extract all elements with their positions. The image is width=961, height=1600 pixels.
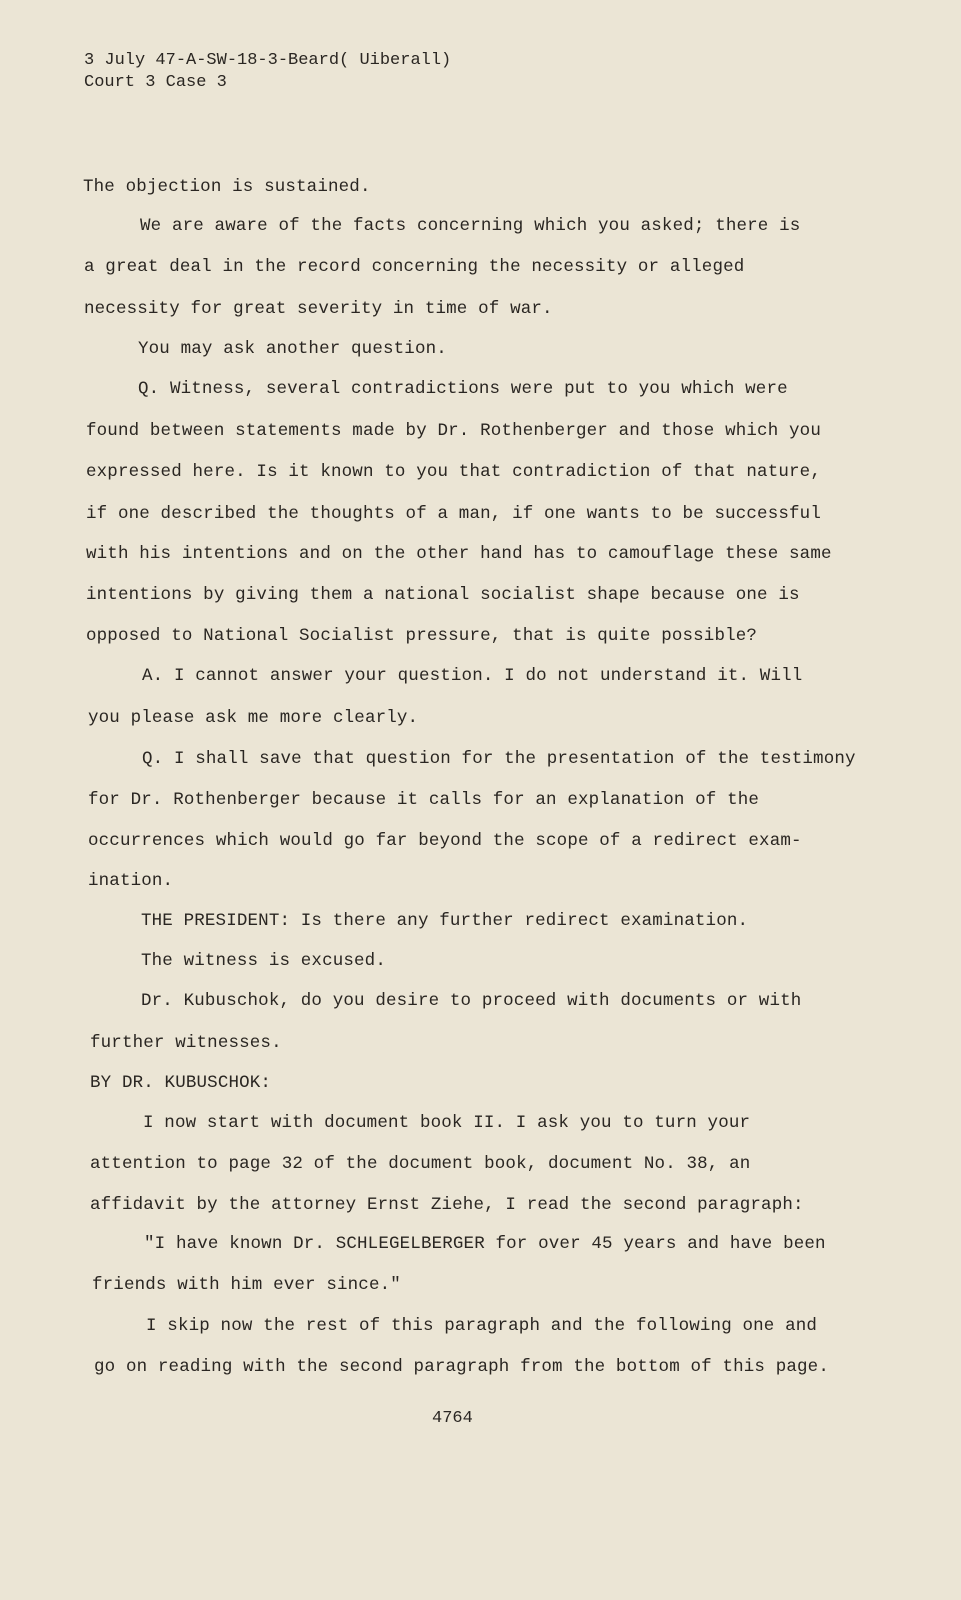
transcript-line: A. I cannot answer your question. I do not understand it. Will (142, 666, 803, 686)
transcript-line: a great deal in the record concerning the necessity or alleged (84, 257, 745, 277)
header-court-case: Court 3 Case 3 (84, 73, 227, 92)
transcript-line: I now start with document book II. I ask you to turn your (143, 1113, 751, 1133)
transcript-line: THE PRESIDENT: Is there any further redirect examination. (141, 911, 749, 931)
transcript-line: I skip now the rest of this paragraph and the following one and (146, 1316, 818, 1336)
transcript-line: further witnesses. (90, 1033, 282, 1053)
transcript-line: affidavit by the attorney Ernst Ziehe, I read the second paragraph: (90, 1195, 804, 1215)
transcript-line: found between statements made by Dr. Rothenberger and those which you (86, 421, 821, 441)
transcript-line: The witness is excused. (141, 951, 386, 971)
transcript-line: if one described the thoughts of a man, if one wants to be successful (86, 504, 821, 524)
transcript-line: friends with him ever since." (92, 1275, 401, 1295)
transcript-line: Dr. Kubuschok, do you desire to proceed with documents or with (141, 991, 802, 1011)
transcript-line: attention to page 32 of the document book, document No. 38, an (90, 1154, 751, 1174)
transcript-line: Q. Witness, several contradictions were put to you which were (138, 379, 788, 399)
transcript-line: opposed to National Socialist pressure, that is quite possible? (86, 626, 758, 646)
transcript-line: You may ask another question. (138, 339, 447, 359)
transcript-line: occurrences which would go far beyond the scope of a redirect exam- (88, 831, 802, 851)
transcript-line: intentions by giving them a national socialist shape because one is (86, 585, 800, 605)
transcript-line: for Dr. Rothenberger because it calls for an explanation of the (88, 790, 760, 810)
header-date-reference: 3 July 47-A-SW-18-3-Beard( Uiberall) (84, 51, 452, 70)
transcript-line: ination. (88, 871, 174, 891)
transcript-line: go on reading with the second paragraph from the bottom of this page. (94, 1357, 829, 1377)
transcript-line: BY DR. KUBUSCHOK: (90, 1073, 272, 1093)
transcript-line: with his intentions and on the other hand has to camouflage these same (86, 544, 832, 564)
transcript-line: "I have known Dr. SCHLEGELBERGER for over 45 years and have been (144, 1234, 826, 1254)
transcript-line: We are aware of the facts concerning which you asked; there is (140, 216, 801, 236)
transcript-line: necessity for great severity in time of war. (84, 299, 553, 319)
transcript-line: Q. I shall save that question for the presentation of the testimony (142, 749, 856, 769)
transcript-line: expressed here. Is it known to you that contradiction of that nature, (86, 462, 821, 482)
page-number: 4764 (432, 1409, 473, 1428)
transcript-line: you please ask me more clearly. (88, 708, 419, 728)
transcript-line: The objection is sustained. (83, 177, 371, 197)
document-header (84, 50, 451, 94)
